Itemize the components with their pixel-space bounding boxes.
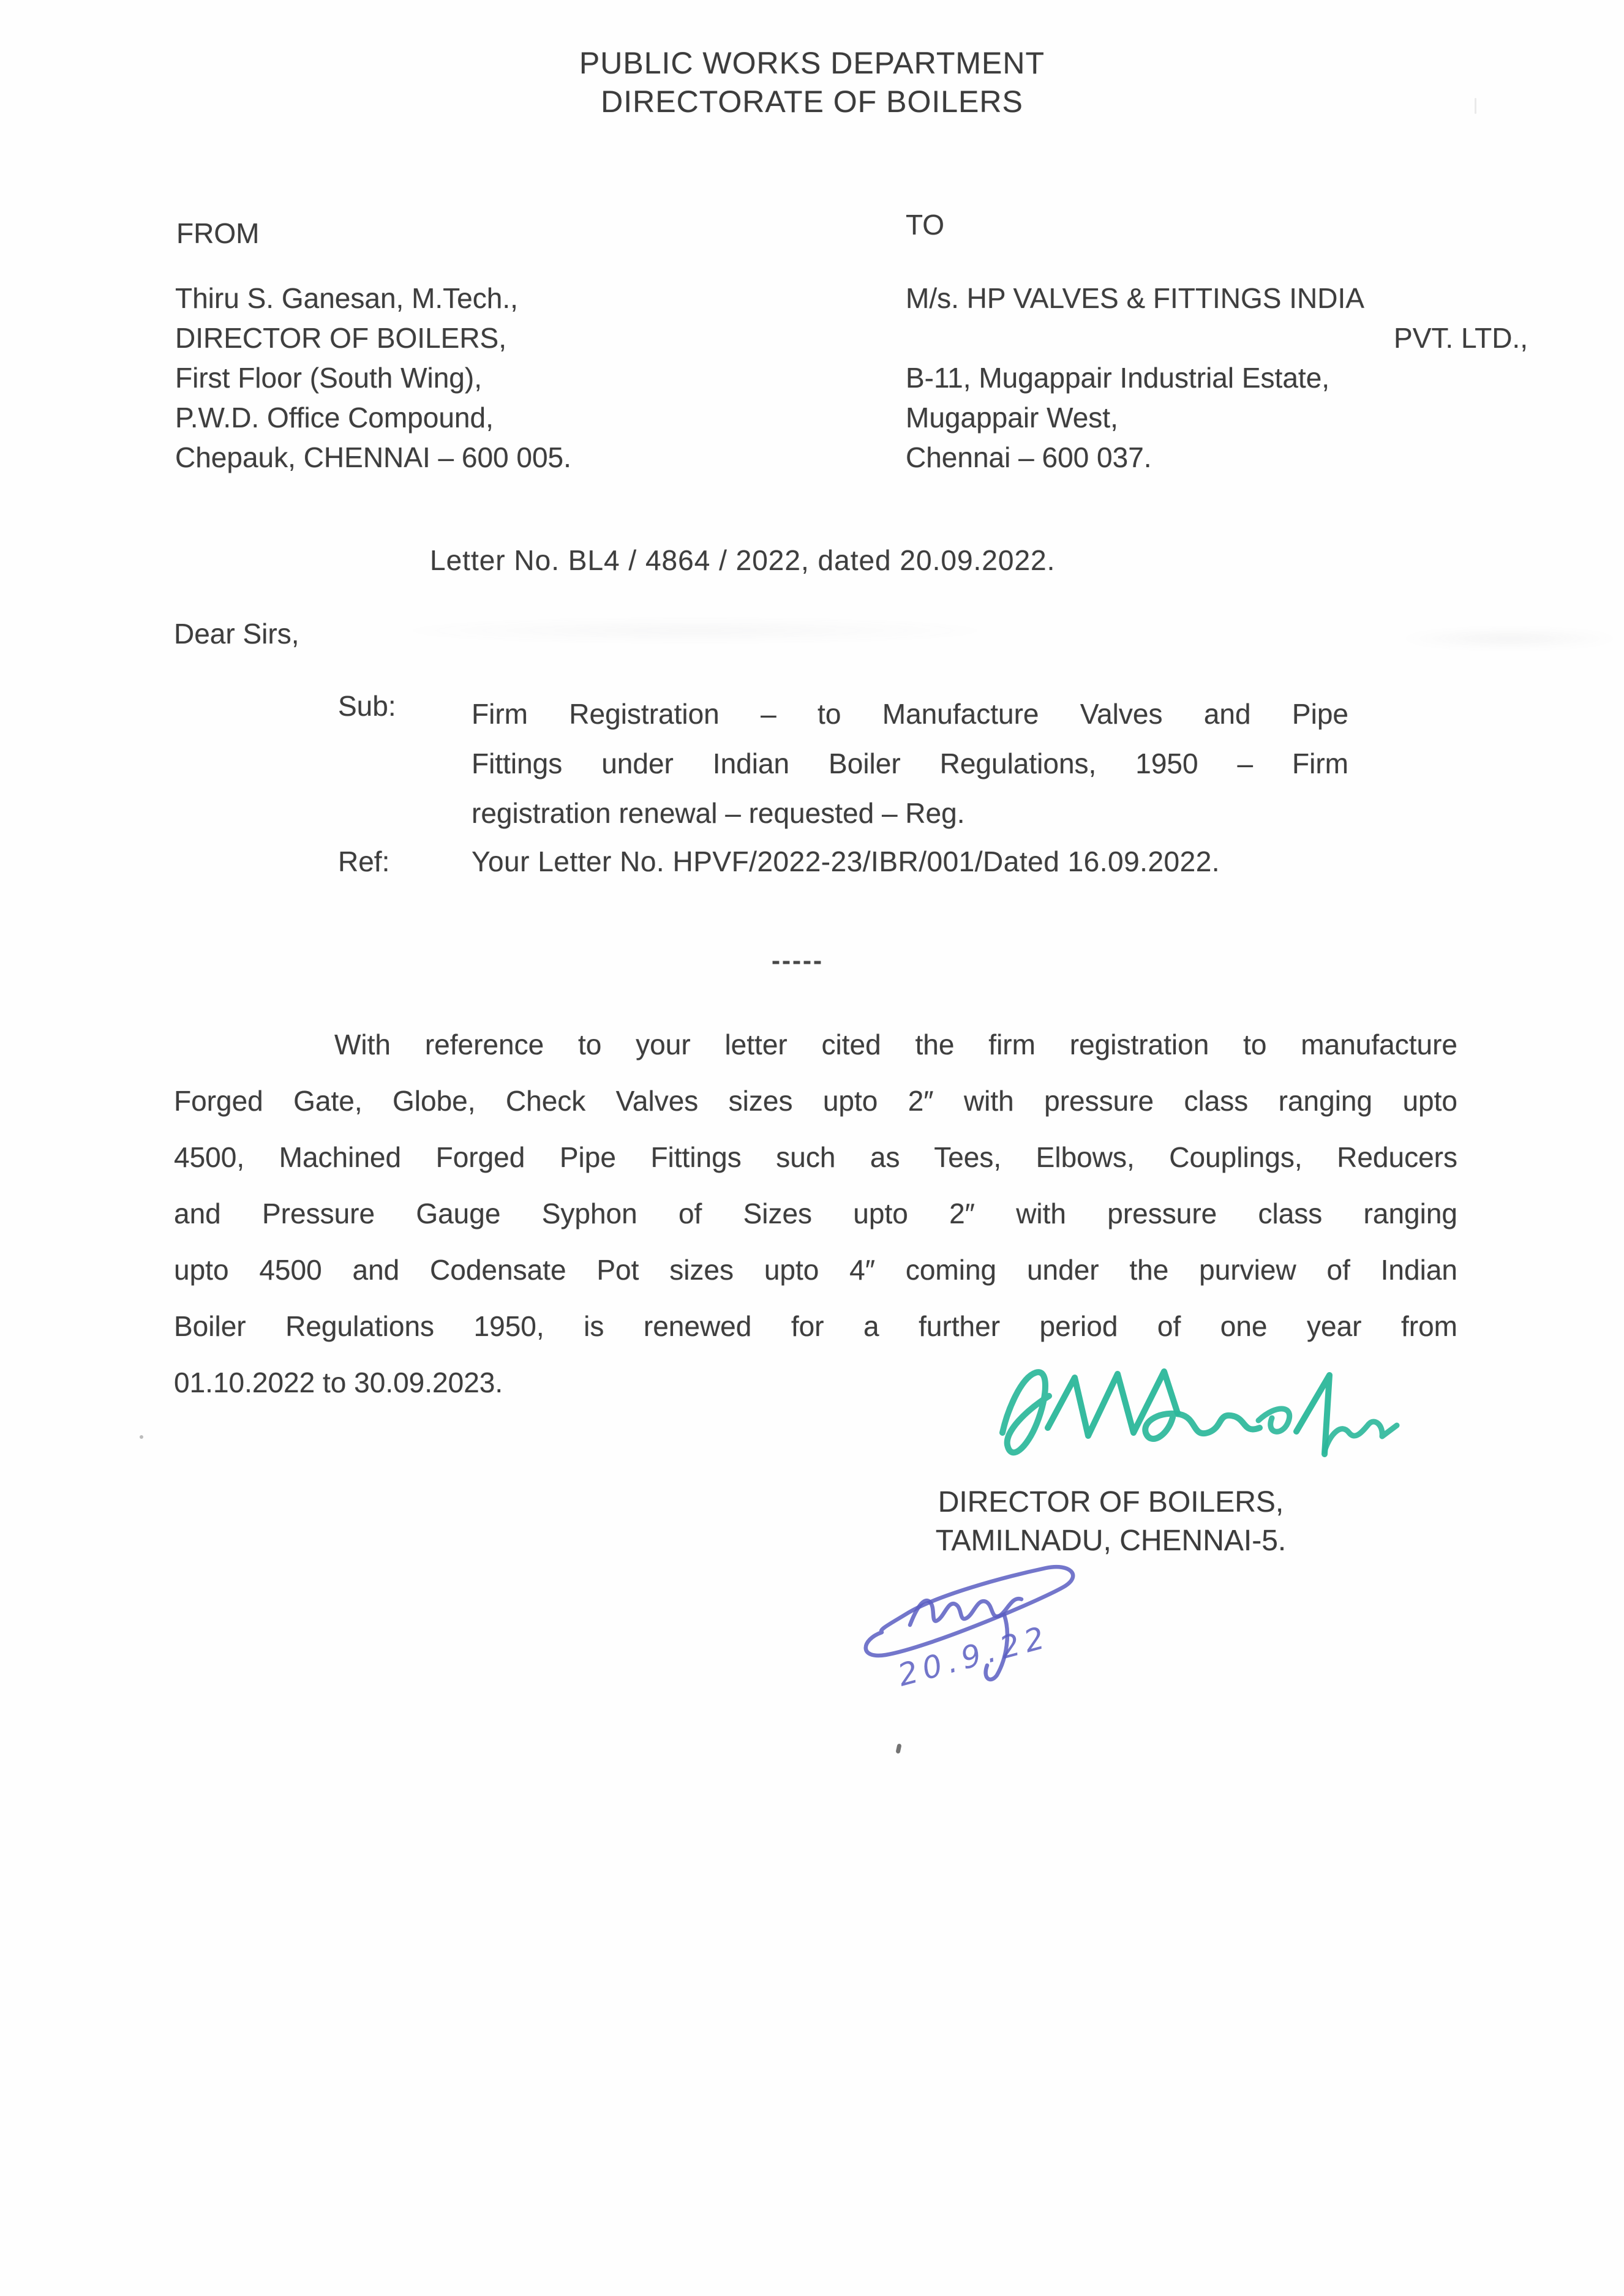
from-address-line: Chepauk, CHENNAI – 600 005.	[175, 441, 571, 473]
received-initials-ink	[850, 1560, 1132, 1707]
subject-line: Firm Registration – to Manufacture Valves and Pipe	[472, 698, 1348, 730]
subject-block	[472, 689, 1348, 838]
signoff-line2: TAMILNADU, CHENNAI-5.	[935, 1525, 1287, 1557]
to-address-line: Chennai – 600 037.	[906, 441, 1152, 473]
letterhead	[0, 44, 1624, 121]
handwritten-date: 20.9.22	[894, 1618, 1054, 1694]
scan-speck	[140, 1435, 143, 1439]
subject-label: Sub:	[338, 690, 396, 722]
salutation: Dear Sirs,	[174, 618, 299, 650]
body-line: 01.10.2022 to 30.09.2023.	[174, 1367, 503, 1398]
from-address-block	[175, 279, 788, 478]
from-address-line: First Floor (South Wing),	[175, 362, 482, 394]
body-line: Forged Gate, Globe, Check Valves sizes upto 2″ with pressure class ranging upto	[174, 1085, 1457, 1117]
scan-smudge	[1396, 628, 1623, 649]
scan-smudge	[380, 618, 1010, 643]
body-line: 4500, Machined Forged Pipe Fittings such as Tees, Elbows, Couplings, Reducers	[174, 1141, 1457, 1173]
to-address-line: PVT. LTD.,	[1394, 322, 1528, 354]
subject-line: Fittings under Indian Boiler Regulations, 1950 – Firm	[472, 748, 1348, 779]
reference-text: Your Letter No. HPVF/2022-23/IBR/001/Dated 16.09.2022.	[472, 846, 1220, 877]
director-signature-ink	[989, 1358, 1412, 1499]
letterhead-line2: DIRECTORATE OF BOILERS	[601, 84, 1023, 119]
letter-number-line: Letter No. BL4 / 4864 / 2022, dated 20.09.2022.	[430, 544, 1056, 576]
body-paragraph	[174, 1016, 1457, 1411]
separator-dashes: -----	[772, 946, 824, 975]
from-address-line: Thiru S. Ganesan, M.Tech.,	[175, 282, 518, 314]
body-line: With reference to your letter cited the firm registration to manufacture	[334, 1029, 1457, 1060]
to-address-line: B-11, Mugappair Industrial Estate,	[906, 362, 1330, 394]
to-address-line: M/s. HP VALVES & FITTINGS INDIA	[906, 282, 1364, 314]
to-address-line: Mugappair West,	[906, 402, 1118, 433]
to-label: TO	[906, 209, 945, 241]
to-address-block	[906, 279, 1528, 478]
signoff-line1: DIRECTOR OF BOILERS,	[938, 1486, 1284, 1518]
from-address-line: DIRECTOR OF BOILERS,	[175, 322, 507, 354]
body-line: upto 4500 and Codensate Pot sizes upto 4″ coming under the purview of Indian	[174, 1254, 1457, 1286]
scan-speck	[895, 1743, 901, 1754]
letterhead-line1: PUBLIC WORKS DEPARTMENT	[579, 46, 1045, 80]
from-label: FROM	[176, 217, 260, 249]
signoff-block	[905, 1483, 1317, 1560]
reference-label: Ref:	[338, 846, 390, 877]
scan-speck	[1475, 98, 1476, 114]
subject-line: registration renewal – requested – Reg.	[472, 797, 965, 829]
body-line: Boiler Regulations 1950, is renewed for a further period of one year from	[174, 1310, 1457, 1342]
from-address-line: P.W.D. Office Compound,	[175, 402, 494, 433]
body-line: and Pressure Gauge Syphon of Sizes upto 2″ with pressure class ranging	[174, 1198, 1457, 1229]
